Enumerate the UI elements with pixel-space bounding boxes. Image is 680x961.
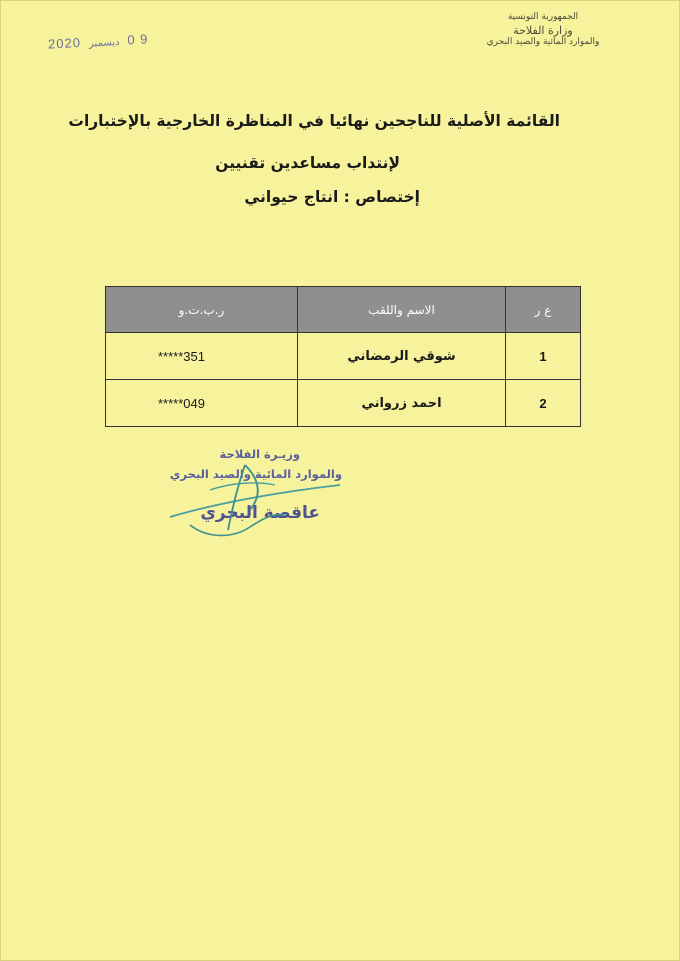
table-header-row <box>106 287 581 333</box>
header-id: ر.ب.ت.و <box>106 287 298 333</box>
header-number: ع ر <box>506 287 581 333</box>
title-line-1: القائمة الأصلية للناجحين نهائيا في المناظرة الخارجية بالإختبارات <box>68 112 560 130</box>
stamp-ministry: والموارد المائية والصيد البحري <box>169 467 342 481</box>
table-row <box>106 333 581 380</box>
row-id: *****351 <box>106 333 298 380</box>
row-number: 1 <box>506 333 581 380</box>
date-stamp <box>48 31 149 51</box>
header-ministry-sub: والموارد المائية والصيد البحري <box>486 37 600 47</box>
title-line-3: إختصاص : انتاج حيواني <box>244 188 420 206</box>
ministry-header <box>478 12 608 47</box>
row-id: *****049 <box>106 380 298 427</box>
title-line-2: لإنتداب مساعدين تقنيين <box>215 154 400 172</box>
results-table <box>105 286 581 427</box>
stamp-title: وزيـرة الفلاحة <box>219 447 300 461</box>
table-row <box>106 380 581 427</box>
handwritten-signature <box>150 455 350 550</box>
row-number: 2 <box>506 380 581 427</box>
header-name: الاسم واللقب <box>298 287 506 333</box>
header-republic: الجمهورية التونسية <box>507 12 579 22</box>
header-ministry: وزارة الفلاحة <box>513 24 573 37</box>
date-stamp-year: 2020 <box>47 34 82 52</box>
date-stamp-month: ديسمبر <box>88 36 120 50</box>
row-name: شوقي الرمضاني <box>298 333 506 380</box>
stamp-signatory-name: عاقصة البحري <box>200 503 320 523</box>
row-name: احمد زرواني <box>298 380 506 427</box>
date-stamp-day: 0 9 <box>126 31 149 48</box>
